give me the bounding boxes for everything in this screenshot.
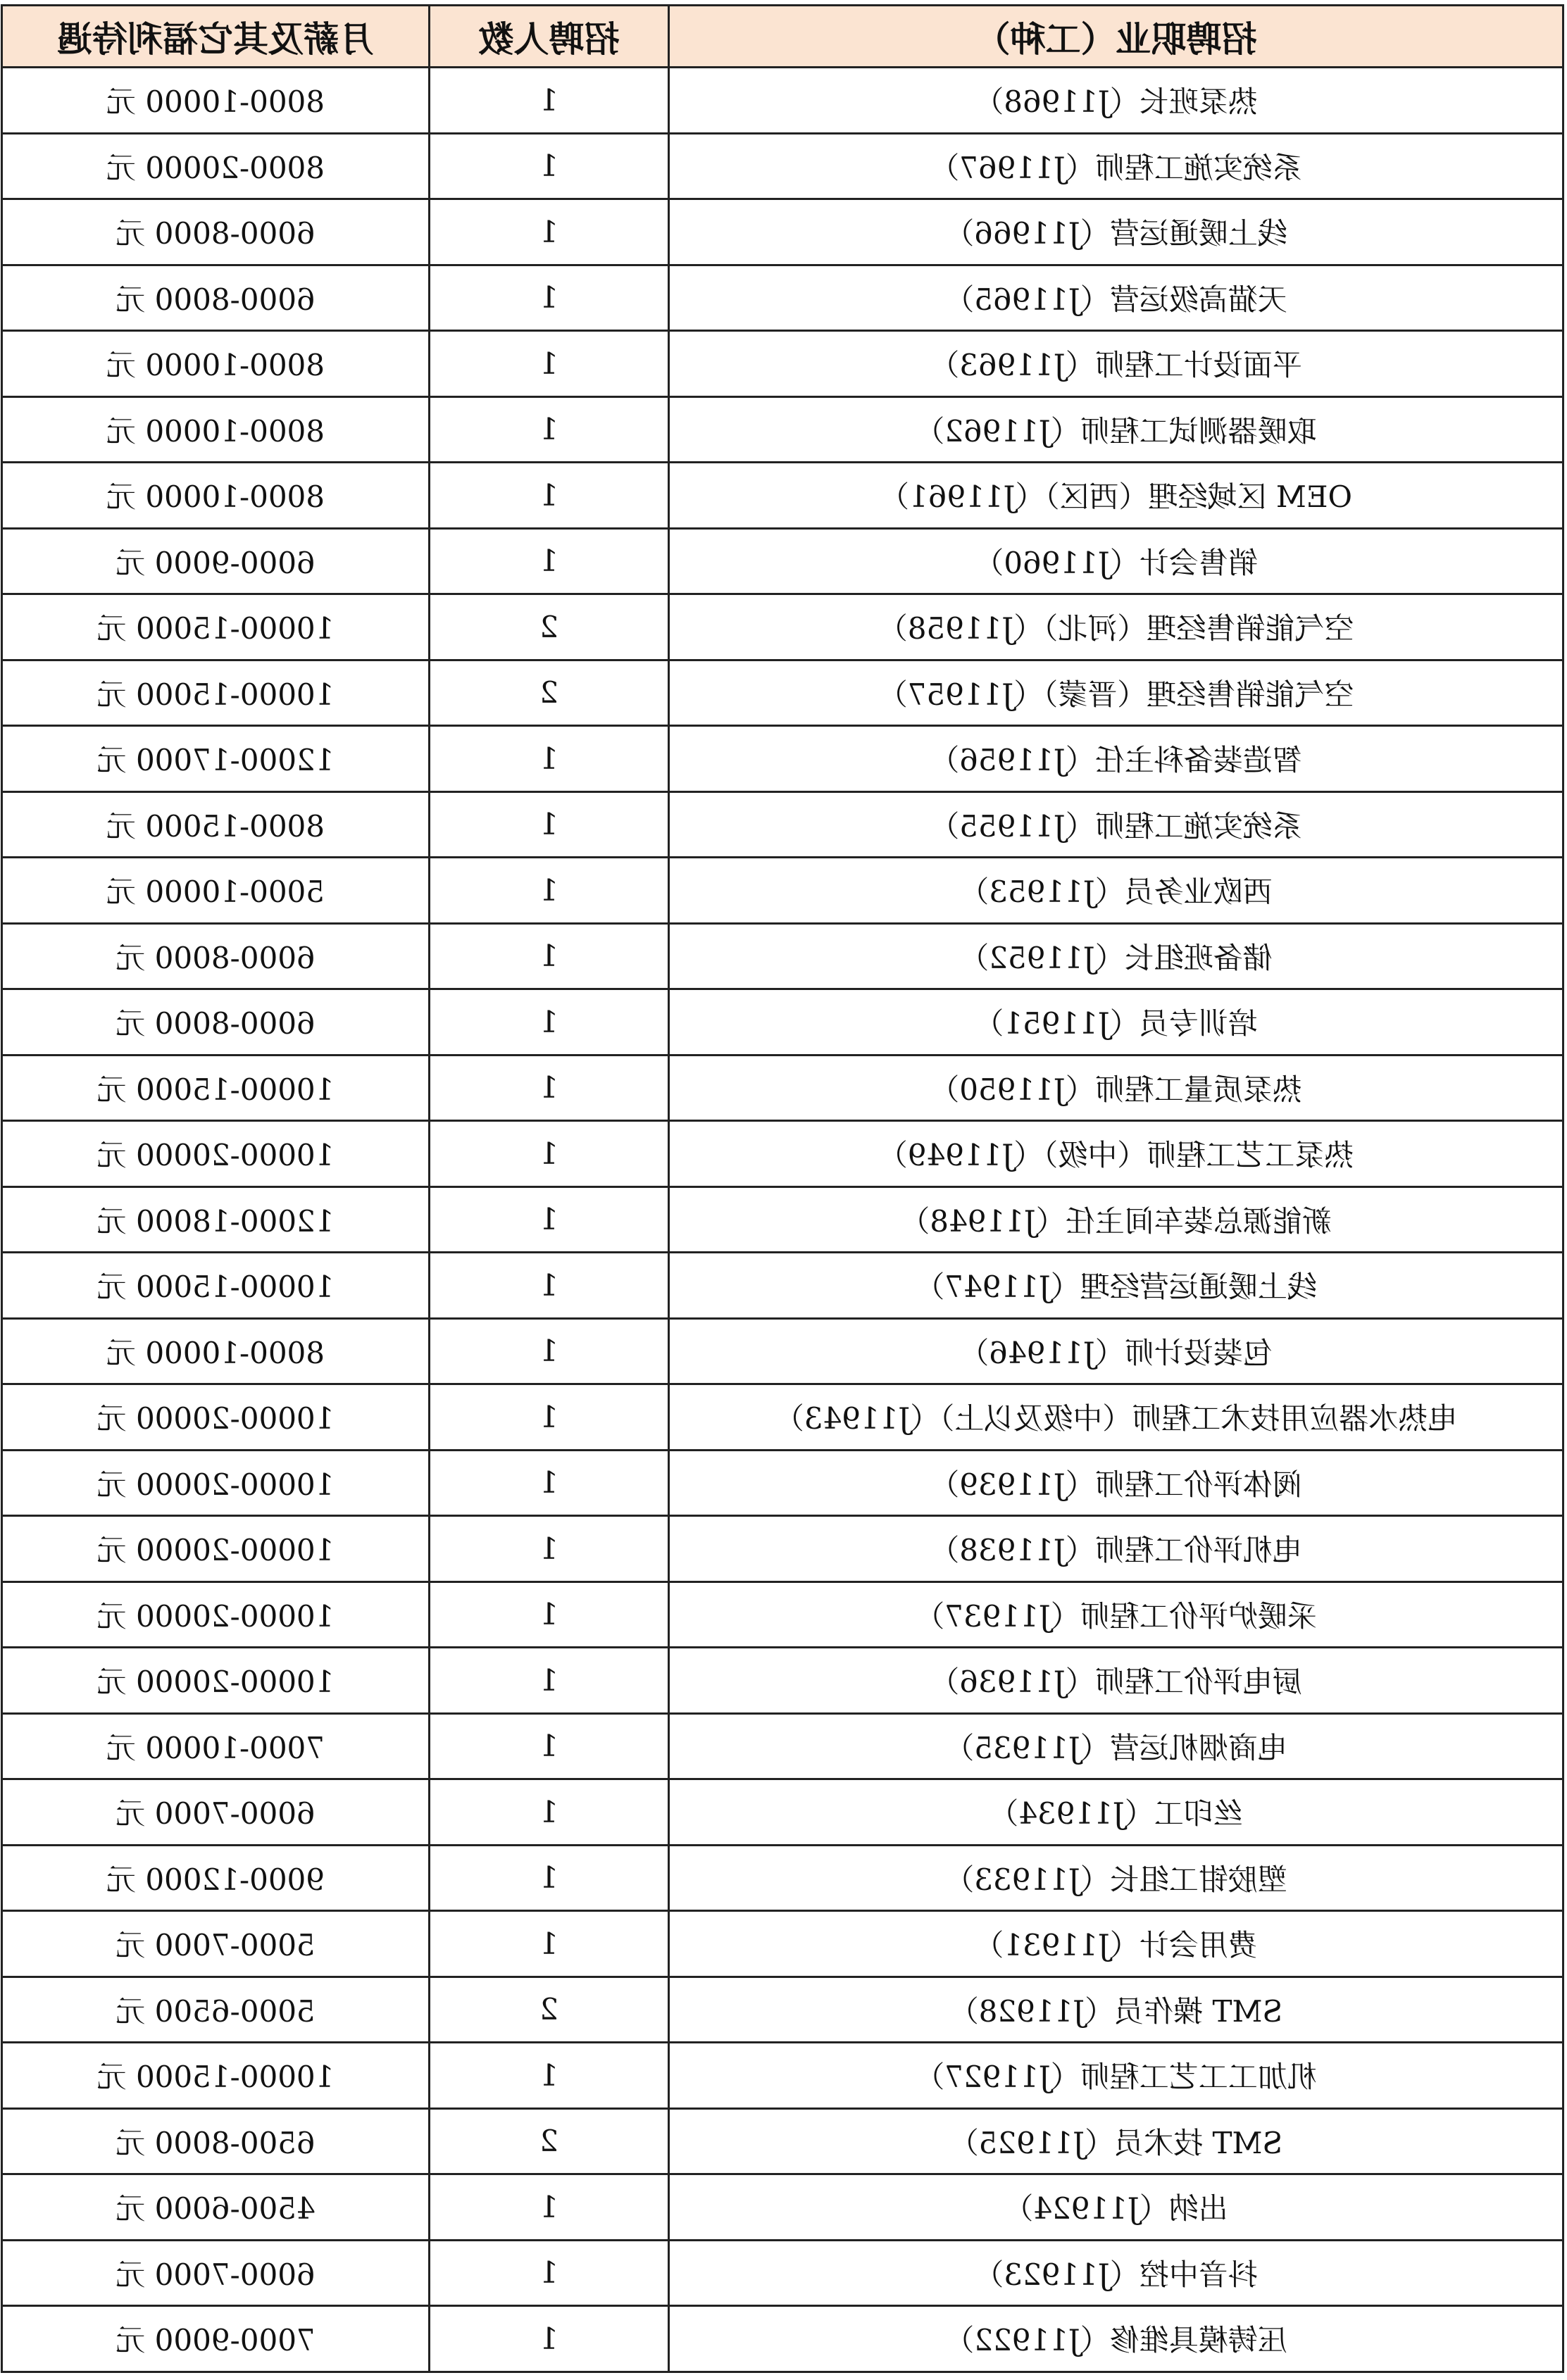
count-cell: 1 [430,396,669,463]
count-cell: 1 [430,2240,669,2306]
count-cell: 1 [430,331,669,397]
salary-cell: 10000-20000 元 [2,1582,430,1648]
salary-cell: 9000-12000 元 [2,1845,430,1911]
salary-cell: 5000-10000 元 [2,858,430,924]
count-cell: 1 [430,1384,669,1451]
table-row [2,1648,1563,1714]
salary-cell: 10000-20000 元 [2,1121,430,1187]
salary-cell: 6000-8000 元 [2,923,430,989]
table-row [2,1977,1563,2043]
position-cell: 取暖器测试工程师（J11962） [669,396,1563,463]
table-row [2,396,1563,463]
count-cell: 1 [430,463,669,529]
salary-cell: 5000-6500 元 [2,1977,430,2043]
count-cell: 2 [430,1977,669,2043]
header-count: 招聘人数 [430,6,669,68]
salary-cell: 8000-10000 元 [2,1318,430,1384]
count-cell: 1 [430,1318,669,1384]
table-row [2,1253,1563,1319]
table-row [2,528,1563,594]
salary-cell: 10000-20000 元 [2,1384,430,1451]
table-row [2,1911,1563,1977]
salary-cell: 6000-8000 元 [2,265,430,331]
count-cell: 1 [430,528,669,594]
table-row [2,1384,1563,1451]
salary-cell: 10000-15000 元 [2,1253,430,1319]
table-row [2,2306,1563,2372]
position-cell: 电商烟机运营（J11935） [669,1713,1563,1779]
salary-cell: 10000-15000 元 [2,1055,430,1121]
salary-cell: 6000-7000 元 [2,1779,430,1846]
position-cell: 机加工工艺工程师（J11927） [669,2043,1563,2109]
count-cell: 1 [430,2306,669,2372]
count-cell: 1 [430,1911,669,1977]
position-cell: 电机评价工程师（J11938） [669,1516,1563,1582]
salary-cell: 6000-8000 元 [2,199,430,265]
position-cell: 线上暖通运营（J11966） [669,199,1563,265]
position-cell: 平面设计工程师（J11963） [669,331,1563,397]
count-cell: 1 [430,2174,669,2241]
table-row [2,331,1563,397]
table-row [2,858,1563,924]
table-row [2,2108,1563,2174]
salary-cell: 6500-8000 元 [2,2108,430,2174]
table-row [2,2240,1563,2306]
salary-cell: 8000-15000 元 [2,791,430,858]
position-cell: 塑胶钳工组长（J11933） [669,1845,1563,1911]
position-cell: 费用会计（J11931） [669,1911,1563,1977]
count-cell: 1 [430,1516,669,1582]
position-cell: 热泵工艺工程师（中级）（J11949） [669,1121,1563,1187]
position-cell: 天猫高级运营（J11965） [669,265,1563,331]
count-cell: 2 [430,594,669,660]
count-cell: 1 [430,923,669,989]
salary-cell: 10000-20000 元 [2,1648,430,1714]
table-row [2,68,1563,134]
count-cell: 1 [430,1186,669,1253]
salary-cell: 10000-15000 元 [2,2043,430,2109]
table-row [2,1186,1563,1253]
position-cell: 销售会计（J11960） [669,528,1563,594]
salary-cell: 8000-10000 元 [2,331,430,397]
table-row [2,1713,1563,1779]
count-cell: 1 [430,726,669,792]
count-cell: 1 [430,858,669,924]
position-cell: 阀体评价工程师（J11939） [669,1450,1563,1516]
position-cell: 电热水器应用技术工程师（中级及以上）（J11943） [669,1384,1563,1451]
table-row [2,1516,1563,1582]
count-cell: 1 [430,1713,669,1779]
table-row [2,265,1563,331]
table-row [2,923,1563,989]
count-cell: 1 [430,199,669,265]
position-cell: 空气能销售经理（河北）（J11958） [669,594,1563,660]
position-cell: 系统实施工程师（J11967） [669,133,1563,199]
count-cell: 1 [430,1648,669,1714]
position-cell: 厨电评价工程师（J11936） [669,1648,1563,1714]
header-row [2,6,1563,68]
salary-cell: 10000-15000 元 [2,594,430,660]
position-cell: 采暖炉评价工程师（J11937） [669,1582,1563,1648]
salary-cell: 8000-10000 元 [2,68,430,134]
count-cell: 1 [430,1450,669,1516]
count-cell: 1 [430,1779,669,1846]
table-row [2,594,1563,660]
position-cell: 抖音中控（J11923） [669,2240,1563,2306]
salary-cell: 7000-9000 元 [2,2306,430,2372]
table-row [2,1450,1563,1516]
table-row [2,1845,1563,1911]
salary-cell: 5000-7000 元 [2,1911,430,1977]
count-cell: 1 [430,133,669,199]
position-cell: OEM 区域经理（西区）（J11961） [669,463,1563,529]
table-row [2,989,1563,1056]
count-cell: 1 [430,1582,669,1648]
table-row [2,726,1563,792]
position-cell: 西欧业务员（J11953） [669,858,1563,924]
salary-cell: 6000-9000 元 [2,528,430,594]
salary-cell: 12000-17000 元 [2,726,430,792]
recruitment-table [1,4,1564,2373]
count-cell: 2 [430,660,669,726]
position-cell: SMT 技术员（J11925） [669,2108,1563,2174]
count-cell: 1 [430,265,669,331]
table-row [2,2043,1563,2109]
header-position: 招聘职业（工种） [669,6,1563,68]
table-row [2,1318,1563,1384]
table-row [2,1055,1563,1121]
table-row [2,791,1563,858]
count-cell: 1 [430,1055,669,1121]
position-cell: 智造装备科主任（J11956） [669,726,1563,792]
salary-cell: 10000-20000 元 [2,1450,430,1516]
position-cell: 系统实施工程师（J11955） [669,791,1563,858]
salary-cell: 12000-18000 元 [2,1186,430,1253]
salary-cell: 10000-20000 元 [2,1516,430,1582]
table-row [2,1121,1563,1187]
table-row [2,199,1563,265]
count-cell: 1 [430,1121,669,1187]
salary-cell: 6000-8000 元 [2,989,430,1056]
position-cell: 包装设计师（J11946） [669,1318,1563,1384]
count-cell: 1 [430,1845,669,1911]
position-cell: 培训专员（J11951） [669,989,1563,1056]
salary-cell: 8000-20000 元 [2,133,430,199]
salary-cell: 6000-7000 元 [2,2240,430,2306]
table-row [2,1779,1563,1846]
table-body [2,68,1563,2372]
position-cell: 出纳（J11924） [669,2174,1563,2241]
table-row [2,1582,1563,1648]
table-row [2,133,1563,199]
count-cell: 1 [430,791,669,858]
salary-cell: 8000-10000 元 [2,463,430,529]
position-cell: 储备班组长（J11952） [669,923,1563,989]
count-cell: 1 [430,68,669,134]
position-cell: 线上暖通运营经理（J11947） [669,1253,1563,1319]
count-cell: 2 [430,2108,669,2174]
position-cell: 热泵质量工程师（J11950） [669,1055,1563,1121]
position-cell: SMT 操作员（J11928） [669,1977,1563,2043]
count-cell: 1 [430,2043,669,2109]
salary-cell: 7000-10000 元 [2,1713,430,1779]
salary-cell: 10000-15000 元 [2,660,430,726]
position-cell: 丝印工（J11934） [669,1779,1563,1846]
position-cell: 压铸模具维修（J11922） [669,2306,1563,2372]
table-row [2,463,1563,529]
count-cell: 1 [430,989,669,1056]
position-cell: 热泵班长（J11968） [669,68,1563,134]
count-cell: 1 [430,1253,669,1319]
salary-cell: 4500-6000 元 [2,2174,430,2241]
position-cell: 新能源总装车间主任（J11948） [669,1186,1563,1253]
salary-cell: 8000-10000 元 [2,396,430,463]
table-row [2,2174,1563,2241]
position-cell: 空气能销售经理（晋蒙）（J11957） [669,660,1563,726]
table-row [2,660,1563,726]
table-header [2,6,1563,68]
header-salary: 月薪及其它福利待遇 [2,6,430,68]
